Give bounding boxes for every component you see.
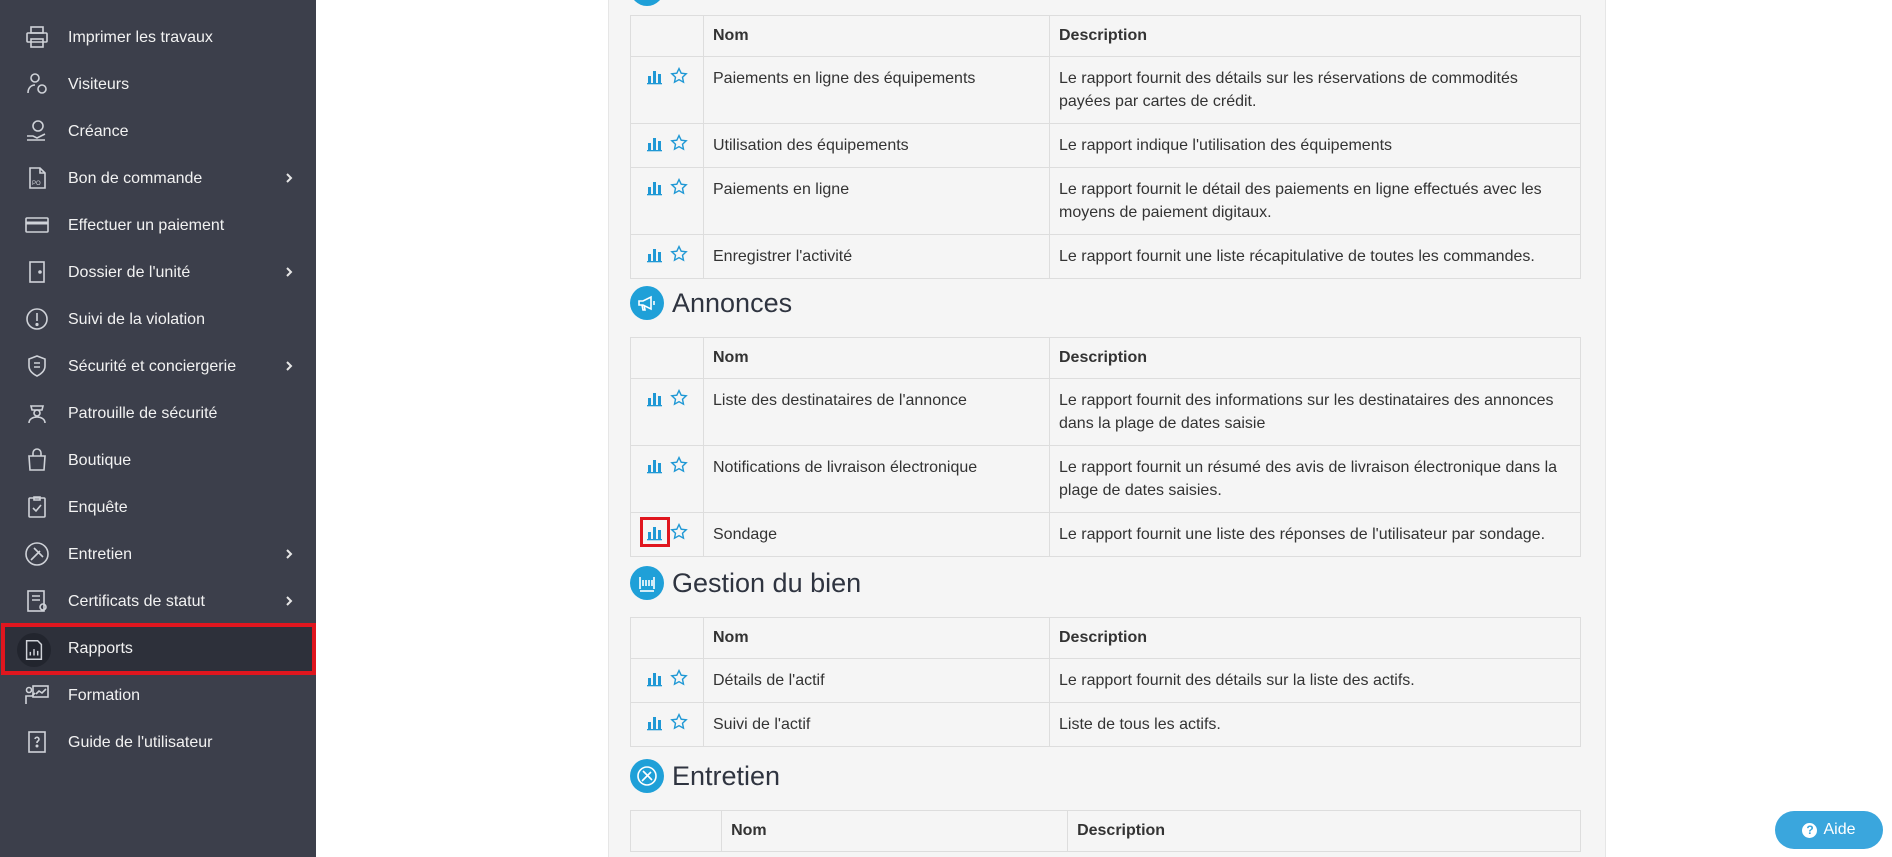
sidebar-item-rapports[interactable] — [1, 623, 316, 675]
bar-chart-icon[interactable] — [646, 134, 664, 152]
bar-chart-icon[interactable] — [646, 389, 664, 407]
bar-chart-icon[interactable] — [646, 456, 664, 474]
report-name: Sondage — [704, 513, 1050, 557]
sidebar-item-label: Sécurité et conciergerie — [68, 357, 237, 375]
sidebar-item-entretien[interactable] — [0, 531, 316, 578]
table-row — [631, 379, 1581, 446]
report-table-gestion-du-bien — [630, 617, 1581, 747]
bar-chart-icon[interactable] — [646, 178, 664, 196]
sidebar-item-creance[interactable] — [0, 108, 316, 155]
sidebar-item-label: Guide de l'utilisateur — [68, 733, 213, 751]
section-title-text: Annonces — [672, 287, 793, 318]
report-description: Le rapport fournit le détail des paiements en ligne effectués avec les moyens de paiement digitaux. — [1050, 168, 1581, 235]
receivable-icon — [24, 118, 50, 144]
bar-chart-icon[interactable] — [646, 669, 664, 687]
sidebar-item-label: Enquête — [68, 498, 128, 516]
report-icon — [17, 633, 51, 667]
sidebar-item-label: Effectuer un paiement — [68, 216, 225, 234]
sidebar-item-label: Entretien — [68, 545, 133, 563]
star-icon[interactable] — [670, 456, 688, 474]
chevron-right-icon — [282, 591, 296, 611]
clipboard-check-icon — [24, 494, 50, 520]
sidebar-item-visiteurs[interactable] — [0, 61, 316, 108]
report-description: Le rapport fournit des détails sur les réservations de commodités payées par cartes de crédit. — [1050, 57, 1581, 124]
sidebar-item-label: Imprimer les travaux — [68, 28, 213, 46]
report-description: Le rapport fournit un résumé des avis de livraison électronique dans la plage de dates saisies. — [1050, 446, 1581, 513]
guide-icon — [24, 729, 50, 755]
table-header-description: Description — [1050, 338, 1581, 379]
section-title-entretien — [630, 759, 780, 793]
credit-card-icon — [24, 212, 50, 238]
sidebar-item-label: Dossier de l'unité — [68, 263, 191, 281]
table-header-name: Nom — [704, 338, 1050, 379]
question-icon: ? — [1802, 823, 1817, 838]
help-button[interactable] — [1775, 811, 1883, 849]
report-name: Enregistrer l'activité — [704, 235, 1050, 279]
sidebar-item-label: Créance — [68, 122, 129, 140]
table-row — [631, 703, 1581, 747]
table-header-name: Nom — [704, 618, 1050, 659]
chevron-right-icon — [282, 356, 296, 376]
sidebar-item-label: Certificats de statut — [68, 592, 205, 610]
sidebar-item-boutique[interactable] — [0, 437, 316, 484]
report-table-annonces — [630, 337, 1581, 557]
sidebar-item-label: Formation — [68, 686, 141, 704]
table-row — [631, 659, 1581, 703]
report-description: Le rapport indique l'utilisation des équipements — [1050, 124, 1581, 168]
star-icon[interactable] — [670, 669, 688, 687]
chevron-right-icon — [282, 544, 296, 564]
star-icon[interactable] — [670, 389, 688, 407]
tools-icon — [24, 541, 50, 567]
sidebar-item-patrouille-de-securite[interactable] — [0, 390, 316, 437]
sidebar-item-securite-et-conciergerie[interactable] — [0, 343, 316, 390]
sidebar-item-label: Bon de commande — [68, 169, 203, 187]
bar-chart-icon[interactable] — [646, 67, 664, 85]
sidebar-item-formation[interactable] — [0, 672, 316, 719]
section-title-annonces — [630, 286, 792, 320]
table-header-name: Nom — [722, 811, 1068, 852]
table-row — [631, 513, 1581, 557]
purchase-order-icon — [24, 165, 50, 191]
sidebar-item-label: Suivi de la violation — [68, 310, 205, 328]
sidebar-item-certificats-de-statut[interactable] — [0, 578, 316, 625]
table-row — [631, 235, 1581, 279]
report-name: Paiements en ligne — [704, 168, 1050, 235]
report-name: Détails de l'actif — [704, 659, 1050, 703]
sidebar-item-guide-de-l-utilisateur[interactable] — [0, 719, 316, 766]
sidebar-item-dossier-de-l-unite[interactable] — [0, 249, 316, 296]
bar-chart-icon[interactable] — [646, 245, 664, 263]
report-name: Liste des destinataires de l'annonce — [704, 379, 1050, 446]
table-header-actions — [631, 618, 704, 659]
report-description: Le rapport fournit des détails sur la liste des actifs. — [1050, 659, 1581, 703]
table-header-name: Nom — [704, 16, 1050, 57]
megaphone-icon — [630, 286, 664, 320]
table-header-actions — [631, 811, 722, 852]
bar-chart-icon[interactable] — [646, 713, 664, 731]
report-name: Paiements en ligne des équipements — [704, 57, 1050, 124]
table-header-description: Description — [1068, 811, 1581, 852]
table-header-actions — [631, 338, 704, 379]
table-header-description: Description — [1050, 16, 1581, 57]
report-table-entretien — [630, 810, 1581, 852]
sidebar-item-label: Visiteurs — [68, 75, 130, 93]
table-row — [631, 124, 1581, 168]
section-title-text: Gestion du bien — [672, 567, 862, 598]
svg-text:PO: PO — [32, 181, 41, 187]
report-description: Le rapport fournit une liste des réponses de l'utilisateur par sondage. — [1050, 513, 1581, 557]
guard-icon — [24, 400, 50, 426]
star-icon[interactable] — [670, 713, 688, 731]
report-name: Suivi de l'actif — [704, 703, 1050, 747]
help-button-label: Aide — [1823, 821, 1856, 838]
report-name: Notifications de livraison électronique — [704, 446, 1050, 513]
section-title-gestion-du-bien — [630, 566, 861, 600]
table-row — [631, 57, 1581, 124]
training-icon — [24, 682, 50, 708]
sidebar-item-label: Boutique — [68, 451, 132, 469]
star-icon[interactable] — [670, 134, 688, 152]
shield-icon — [24, 353, 50, 379]
chevron-right-icon — [282, 168, 296, 188]
star-icon[interactable] — [670, 178, 688, 196]
chevron-right-icon — [282, 262, 296, 282]
table-row — [631, 446, 1581, 513]
asset-icon — [630, 566, 664, 600]
exclamation-icon — [24, 306, 50, 332]
sidebar-item-label: Patrouille de sécurité — [68, 404, 218, 422]
report-name: Utilisation des équipements — [704, 124, 1050, 168]
table-header-description: Description — [1050, 618, 1581, 659]
sidebar-item-effectuer-un-paiement[interactable] — [0, 202, 316, 249]
section-title-text: Entretien — [672, 760, 781, 791]
sidebar — [0, 0, 316, 857]
report-description: Liste de tous les actifs. — [1050, 703, 1581, 747]
certificate-icon — [24, 588, 50, 614]
sidebar-item-bon-de-commande[interactable] — [0, 155, 316, 202]
shopping-bag-icon — [24, 447, 50, 473]
star-icon[interactable] — [670, 67, 688, 85]
star-icon[interactable] — [670, 245, 688, 263]
report-description: Le rapport fournit une liste récapitulative de toutes les commandes. — [1050, 235, 1581, 279]
tools-icon — [630, 759, 664, 793]
bar-chart-icon-sondage[interactable] — [646, 523, 664, 541]
report-table-equipements — [630, 15, 1581, 279]
door-icon — [24, 259, 50, 285]
sidebar-item-imprimer-les-travaux[interactable] — [0, 14, 316, 61]
table-row — [631, 168, 1581, 235]
sidebar-item-suivi-de-la-violation[interactable] — [0, 296, 316, 343]
visitor-icon — [24, 71, 50, 97]
sidebar-item-label: Rapports — [68, 640, 133, 657]
report-description: Le rapport fournit des informations sur les destinataires des annonces dans la plage de dates saisie — [1050, 379, 1581, 446]
table-header-actions — [631, 16, 704, 57]
printer-icon — [24, 24, 50, 50]
star-icon[interactable] — [670, 523, 688, 541]
sidebar-item-enquete[interactable] — [0, 484, 316, 531]
